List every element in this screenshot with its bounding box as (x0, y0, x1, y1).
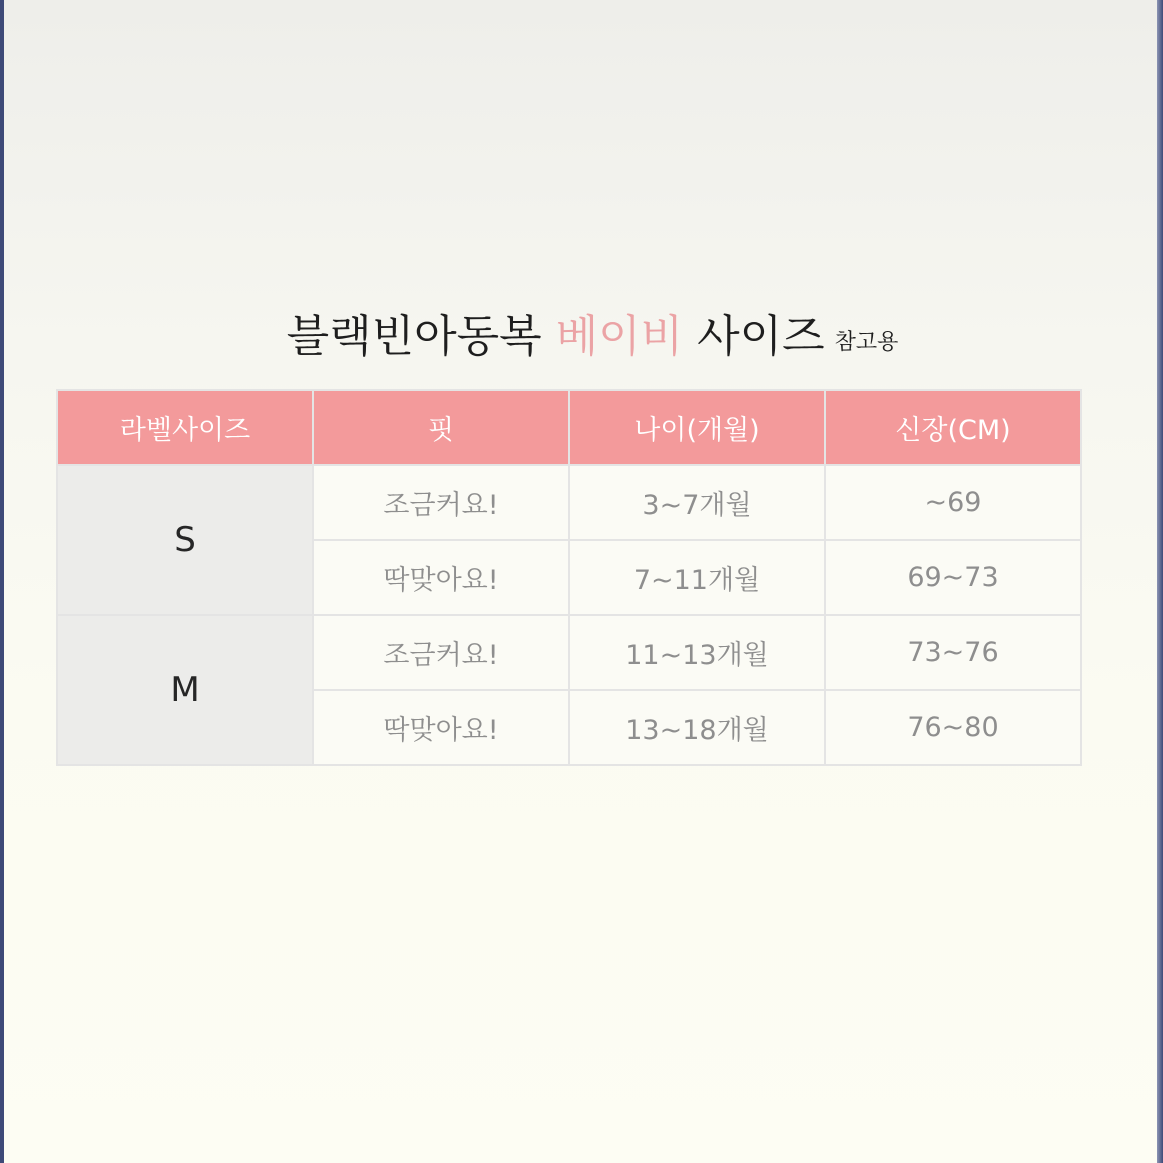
table-row (57, 465, 1081, 540)
header-height: 신장(CM) (825, 390, 1081, 465)
fit-cell: 딱맞아요! (313, 690, 569, 765)
header-fit: 핏 (313, 390, 569, 465)
title-reference-note: 참고용 (834, 330, 899, 355)
fit-cell: 조금커요! (313, 615, 569, 690)
header-age: 나이(개월) (569, 390, 825, 465)
title-accent: 베이비 (555, 311, 684, 362)
size-label-cell: S (57, 465, 313, 615)
age-cell: 7~11개월 (569, 540, 825, 615)
header-label-size: 라벨사이즈 (57, 390, 313, 465)
height-cell: 76~80 (825, 690, 1081, 765)
age-cell: 11~13개월 (569, 615, 825, 690)
age-cell: 3~7개월 (569, 465, 825, 540)
height-cell: 69~73 (825, 540, 1081, 615)
size-table (56, 389, 1082, 766)
table-header-row (57, 390, 1081, 465)
page-title (0, 300, 1163, 364)
left-edge-border (0, 0, 4, 1163)
right-edge-border (1157, 0, 1163, 1163)
height-cell: ~69 (825, 465, 1081, 540)
fit-cell: 딱맞아요! (313, 540, 569, 615)
height-cell: 73~76 (825, 615, 1081, 690)
age-cell: 13~18개월 (569, 690, 825, 765)
table-row (57, 615, 1081, 690)
title-brand: 블랙빈아동복 (286, 311, 542, 362)
fit-cell: 조금커요! (313, 465, 569, 540)
size-label-cell: M (57, 615, 313, 765)
title-size-word: 사이즈 (697, 311, 825, 362)
